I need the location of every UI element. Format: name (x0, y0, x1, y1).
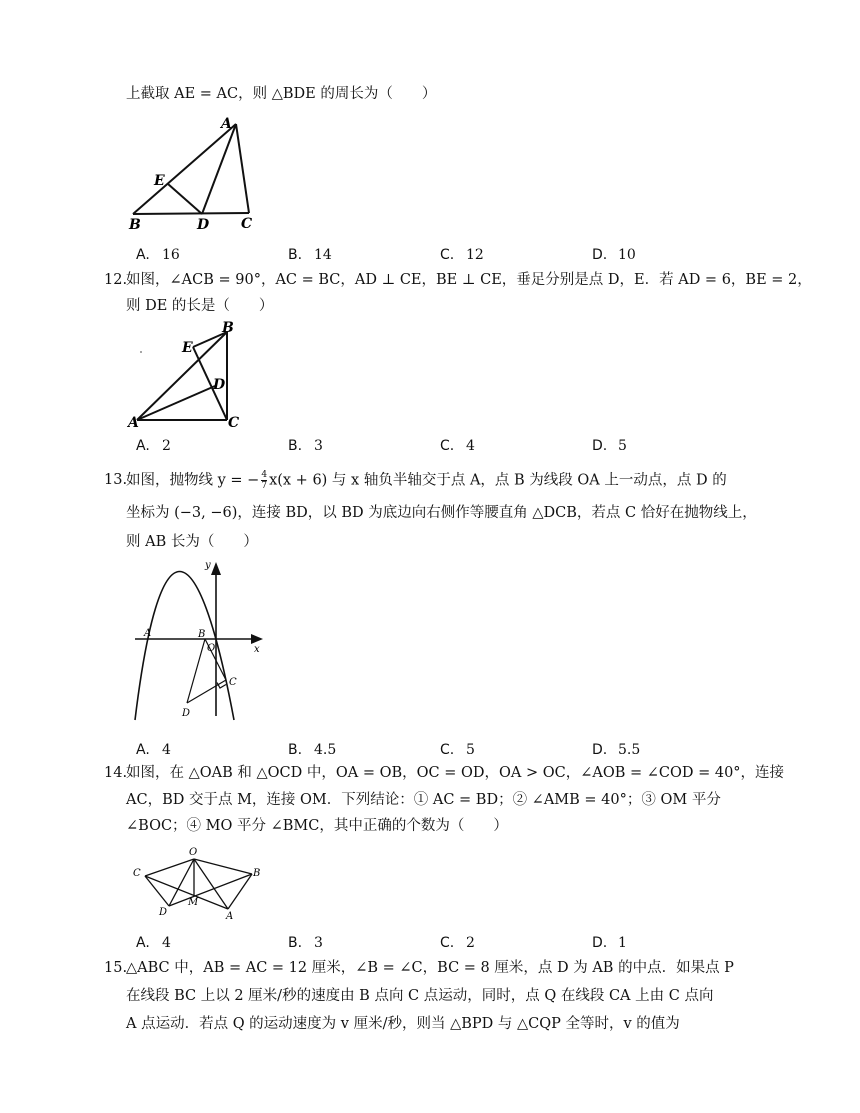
q11-label-B: B (129, 217, 141, 233)
q11-option-b: B. 14 (288, 247, 332, 263)
q13-label-O: O (207, 643, 216, 654)
q14-option-c: C. 2 (440, 935, 475, 951)
q12-label-A: A (128, 415, 139, 431)
q11-stem-line1: 上截取 AE = AC，则 △BDE 的周长为（ ） (126, 86, 437, 102)
q15-stem-line2: 在线段 BC 上以 2 厘米/秒的速度由 B 点向 C 点运动，同时，点 Q 在线段 CA 上由 C 点向 (126, 988, 714, 1004)
q14-figure (125, 845, 275, 925)
q11-figure (125, 112, 265, 237)
q13-label-A: A (144, 628, 152, 639)
q13-stem-line1: 如图，抛物线 y = − $\frac{4}{7}$ x(x + 6) 与 x 轴负半轴交于点 A，点 B 为线段 OA 上一动点，点 D 的 (126, 470, 727, 491)
q12-figure (125, 320, 255, 435)
q14-option-a: A. 4 (136, 935, 171, 951)
q13-figure (125, 558, 270, 728)
q13-stem-line3: 则 AB 长为（ ） (126, 534, 258, 550)
q11-label-A: A (221, 116, 232, 132)
q12-label-E: E (182, 340, 193, 356)
q13-label-B: B (198, 629, 206, 640)
q15-stem-line1: △ABC 中，AB = AC = 12 厘米，∠B = ∠C，BC = 8 厘米，点 D 为 AB 的中点．如果点 P (126, 960, 734, 976)
q12-label-C: C (228, 415, 240, 431)
q14-stem-line2: AC，BD 交于点 M，连接 OM．下列结论：① AC = BD；② ∠AMB = 40°；③ OM 平分 (126, 792, 721, 808)
q14-stem-line1: 如图，在 △OAB 和 △OCD 中，OA = OB，OC = OD，OA > OC，∠AOB = ∠COD = 40°，连接 (126, 765, 785, 781)
q11-label-C: C (241, 216, 253, 232)
q14-label-C: C (133, 868, 141, 879)
q14-stem-line3: ∠BOC；④ MO 平分 ∠BMC，其中正确的个数为（ ） (126, 818, 508, 834)
q12-stem-line1: 如图，∠ACB = 90°，AC = BC，AD ⊥ CE，BE ⊥ CE，垂足分别是点 D，E．若 AD = 6，BE = 2， (126, 272, 812, 288)
q14-label-M: M (188, 897, 199, 908)
q11-option-d: D. 10 (592, 247, 636, 263)
q13-label-x: x (254, 644, 260, 655)
q14-label-A: A (226, 911, 234, 922)
q11-option-a: A. 16 (136, 247, 180, 263)
q12-label-B: B (222, 320, 234, 336)
q13-frac-num: 4 (261, 470, 268, 480)
q14-option-b: B. 3 (288, 935, 323, 951)
q13-option-c: C. 5 (440, 742, 475, 758)
q12-option-a: A. 2 (136, 438, 171, 454)
q14-label-D: D (159, 907, 168, 918)
q12-option-c: C. 4 (440, 438, 475, 454)
q13-stem-line2: 坐标为 (−3, −6)，连接 BD，以 BD 为底边向右侧作等腰直角 △DCB，若点 C 恰好在抛物线上， (126, 505, 757, 521)
q14-number: 14. (104, 765, 128, 781)
q13-label-y: y (205, 560, 211, 571)
q11-label-E: E (154, 173, 165, 189)
q13-option-d: D. 5.5 (592, 742, 641, 758)
q12-number: 12. (104, 272, 128, 288)
q11-label-D: D (197, 217, 210, 233)
q12-stem-line2: 则 DE 的长是（ ） (126, 298, 274, 314)
q14-option-d: D. 1 (592, 935, 627, 951)
q13-label-D: D (182, 708, 191, 719)
q12-label-D: D (213, 377, 226, 393)
q12-option-d: D. 5 (592, 438, 627, 454)
q13-option-b: B. 4.5 (288, 742, 337, 758)
q14-label-B: B (253, 868, 261, 879)
q13-label-C: C (229, 677, 237, 688)
q14-label-O: O (189, 847, 198, 858)
q13-number: 13. (104, 472, 128, 488)
q11-option-c: C. 12 (440, 247, 484, 263)
q13-frac-den: 7 (261, 481, 268, 491)
q15-stem-line3: A 点运动．若点 Q 的运动速度为 v 厘米/秒，则当 △BPD 与 △CQP 全等时，v 的值为 (126, 1016, 680, 1032)
q15-number: 15. (104, 960, 128, 976)
q13-option-a: A. 4 (136, 742, 171, 758)
q12-option-b: B. 3 (288, 438, 323, 454)
